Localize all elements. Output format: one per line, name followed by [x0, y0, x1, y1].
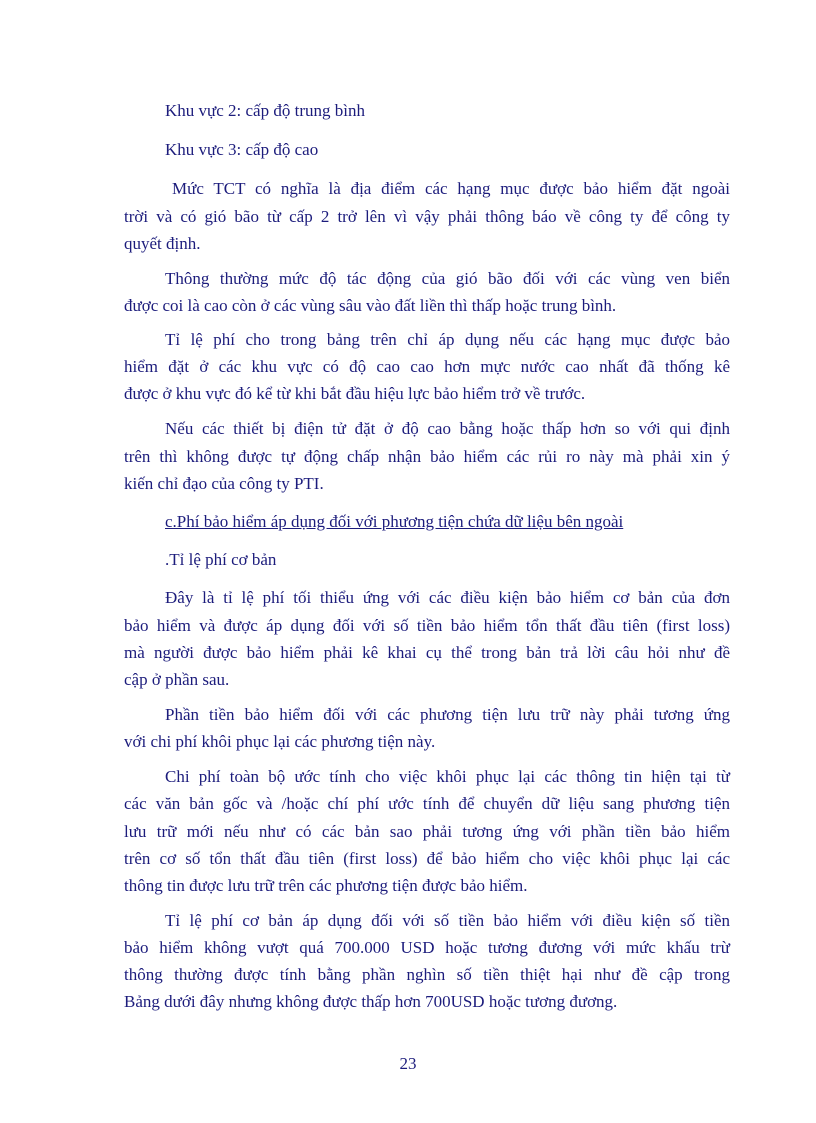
text-line: thông tin được lưu trữ trên các phương tiện được bảo hiểm.: [124, 876, 528, 895]
text-line: kiến chỉ đạo của công ty PTI.: [124, 474, 324, 493]
text-line: Bảng dưới đây nhưng không được thấp hơn 700USD hoặc tương đương.: [124, 992, 618, 1011]
text-line: mà người được bảo hiểm phải kê khai cụ thể trong bản trả lời câu hỏi như đề: [124, 643, 730, 662]
text-line: Phần tiền bảo hiểm đối với các phương tiện lưu trữ này phải tương ứng: [165, 705, 730, 724]
text-line: trên cơ số tổn thất đầu tiên (first loss) để bảo hiểm cho việc khôi phục lại các: [124, 849, 730, 868]
text-line: lưu trữ mới nếu như có các bản sao phải tương ứng với phần tiền bảo hiểm: [124, 822, 730, 841]
text-line: bảo hiểm không vượt quá 700.000 USD hoặc tương đương với mức khấu trừ: [124, 938, 730, 957]
text-line: hiểm đặt ở các khu vực có độ cao cao hơn mực nước cao nhất đã thống kê: [124, 357, 730, 376]
text-line: được ở khu vực đó kể từ khi bắt đầu hiệu lực bảo hiểm trở về trước.: [124, 384, 586, 403]
text-line: cập ở phần sau.: [124, 670, 230, 689]
subheading: .Tỉ lệ phí cơ bản: [165, 550, 277, 569]
text-line: Khu vực 2: cấp độ trung bình: [165, 101, 365, 120]
text-line: Mức TCT có nghĩa là địa điểm các hạng mục được bảo hiểm đặt ngoài: [172, 179, 730, 198]
text-line: các văn bản gốc và /hoặc chí phí ước tính để chuyển dữ liệu sang phương tiện: [124, 794, 730, 813]
text-line: với chi phí khôi phục lại các phương tiện này.: [124, 732, 436, 751]
text-line: Chi phí toàn bộ ước tính cho việc khôi phục lại các thông tin hiện tại từ: [165, 767, 730, 786]
text-line: được coi là cao còn ở các vùng sâu vào đất liền thì thấp hoặc trung bình.: [124, 296, 617, 315]
page-number: 23: [399, 1054, 417, 1073]
text-line: Thông thường mức độ tác động của gió bão đối với các vùng ven biển: [165, 269, 730, 288]
text-line: thông thường được tính bằng phần nghìn số tiền thiệt hại như đề cập trong: [124, 965, 730, 984]
section-heading: c.Phí bảo hiểm áp dụng đối với phương tiện chứa dữ liệu bên ngoài: [165, 512, 624, 531]
text-line: Khu vực 3: cấp độ cao: [165, 140, 319, 159]
text-line: Đây là tỉ lệ phí tối thiểu ứng với các điều kiện bảo hiểm cơ bản của đơn: [165, 588, 730, 607]
text-line: Tỉ lệ phí cơ bản áp dụng đối với số tiền bảo hiểm với điều kiện số tiền: [165, 911, 730, 930]
text-line: Nếu các thiết bị điện tử đặt ở độ cao bằng hoặc thấp hơn so với qui định: [165, 419, 730, 438]
text-line: trời và có gió bão từ cấp 2 trở lên vì vậy phải thông báo về công ty để công ty: [124, 207, 730, 226]
text-line: trên thì không được tự động chấp nhận bảo hiểm các rủi ro này mà phải xin ý: [124, 447, 730, 466]
text-line: bảo hiểm và được áp dụng đối với số tiền bảo hiểm tổn thất đầu tiên (first loss): [124, 616, 730, 635]
text-line: quyết định.: [124, 234, 201, 253]
text-line: Tỉ lệ phí cho trong bảng trên chỉ áp dụng nếu các hạng mục được bảo: [165, 330, 730, 349]
